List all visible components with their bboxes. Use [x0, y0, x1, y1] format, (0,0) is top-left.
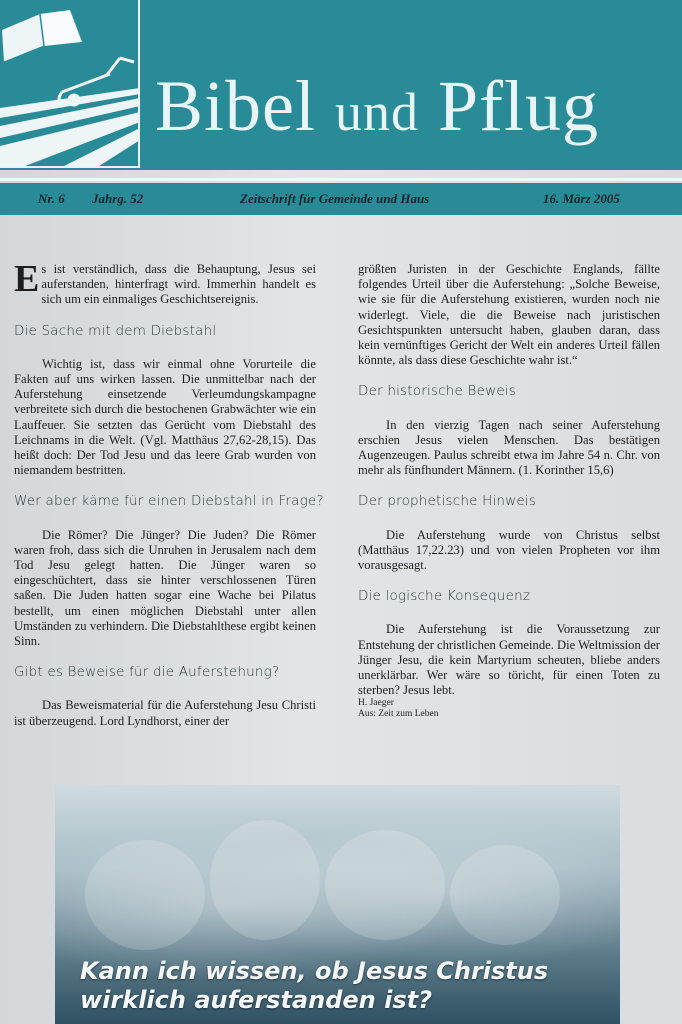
paragraph: In den vierzig Tagen nach seiner Auferstehung erschien Jesus vielen Menschen. Das bestätigen Augenzeugen. Paulus schreibt etwa im Jahre 54 n. Chr. von mehr als fünfhundert Männern. (1. Korinther 15,6): [358, 417, 660, 478]
masthead-title: Bibel und Pflug: [155, 66, 600, 146]
drop-cap: E: [14, 258, 40, 300]
volume-year: Jahrg. 52: [92, 191, 144, 206]
cover-photo: [55, 785, 620, 1024]
section-heading: Gibt es Beweise für die Auferstehung?: [14, 664, 280, 681]
field-furrows-icon: [0, 88, 140, 168]
paragraph: Die Auferstehung wurde von Christus selbst (Matthäus 17,22.23) und von vielen Propheten vor ihm vorausgesagt.: [358, 527, 660, 573]
author: H. Jaeger: [358, 698, 394, 709]
article-intro: Es ist verständlich, dass die Behauptung, Jesus sei auferstanden, hinterfragt wird. Immerhin handelt es sich um ein einmaliges Geschichtsereignis.: [14, 258, 316, 307]
logo: [0, 0, 140, 168]
photo-caption: Kann ich wissen, ob Jesus Christus wirklich auferstanden ist?: [80, 957, 549, 1014]
paragraph: Die Römer? Die Jünger? Die Juden? Die Römer waren froh, dass sich die Unruhen in Jerusalem nach dem Tod Jesu gelegt hatten. Die Jünger waren so eingeschüchtert, dass sie hinter verschlossenen Türen saßen. Die Juden hatten sogar eine Wache bei Pilatus bestellt, um einen möglichen Diebstahl unter allen Umständen zu verhindern. Die Diebstahlthese ergibt keinen Sinn.: [14, 527, 316, 649]
paragraph: Das Beweismaterial für die Auferstehung Jesu Christi ist überzeugend. Lord Lyndhorst, einer der: [14, 698, 316, 728]
masthead: [0, 0, 682, 170]
article-column-right: [358, 262, 660, 720]
paragraph: Wichtig ist, dass wir einmal ohne Vorurteile die Fakten auf uns wirken lassen. Die unmittelbar nach der Auferstehung einsetzende Verleumdungskampagne verbreitete sich durch die bestochenen Grabwächter wie ein Lauffeuer. Sie setzten das Gerücht vom Diebstahl des Leichnams in die Welt. (Vgl. Matthäus 27,62-28,15). Das heißt doch: Der Tod Jesu und das leere Grab wurden von niemandem bestritten.: [14, 356, 316, 478]
section-heading: Der historische Beweis: [358, 383, 517, 400]
open-bible-icon: [2, 10, 82, 62]
paragraph-continued: größten Juristen in der Geschichte Englands, fällte folgendes Urteil über die Auferstehung: „Solche Beweise, wie sie für die Auferstehung existieren, wurden noch nie widerlegt. Viele, die die Beweise nach juristischen Gesichtspunkten untersucht haben, glauben daran, dass kein vernünftiges Gericht der Welt ein anderes Urteil fällen könnte, als dass diese Geschichte wahr ist.“: [358, 262, 660, 368]
issue-info-bar: [0, 183, 682, 215]
masthead-divider: [0, 178, 682, 181]
issue-number: Nr. 6: [38, 191, 65, 206]
paragraph: Die Auferstehung ist die Voraussetzung zur Entstehung der christlichen Gemeinde. Die Weltmission der Jünger Jesu, die kein Martyrium scheuten, bliebe anders unerklärbar. Wer wäre so töricht, für einen Toten zu sterben? Jesus lebt.: [358, 622, 660, 698]
section-heading: Der prophetische Hinweis: [358, 493, 537, 510]
article-column-left: [14, 258, 324, 729]
section-heading: Wer aber käme für einen Diebstahl in Frage?: [14, 493, 324, 510]
issue-date: 16. März 2005: [543, 191, 620, 206]
subtitle: Zeitschrift für Gemeinde und Haus: [240, 191, 430, 206]
section-heading: Die logische Konsequenz: [358, 588, 531, 605]
section-heading: Die Sache mit dem Diebstahl: [14, 322, 217, 339]
source-note: Aus: Zeit zum Leben: [358, 709, 439, 720]
